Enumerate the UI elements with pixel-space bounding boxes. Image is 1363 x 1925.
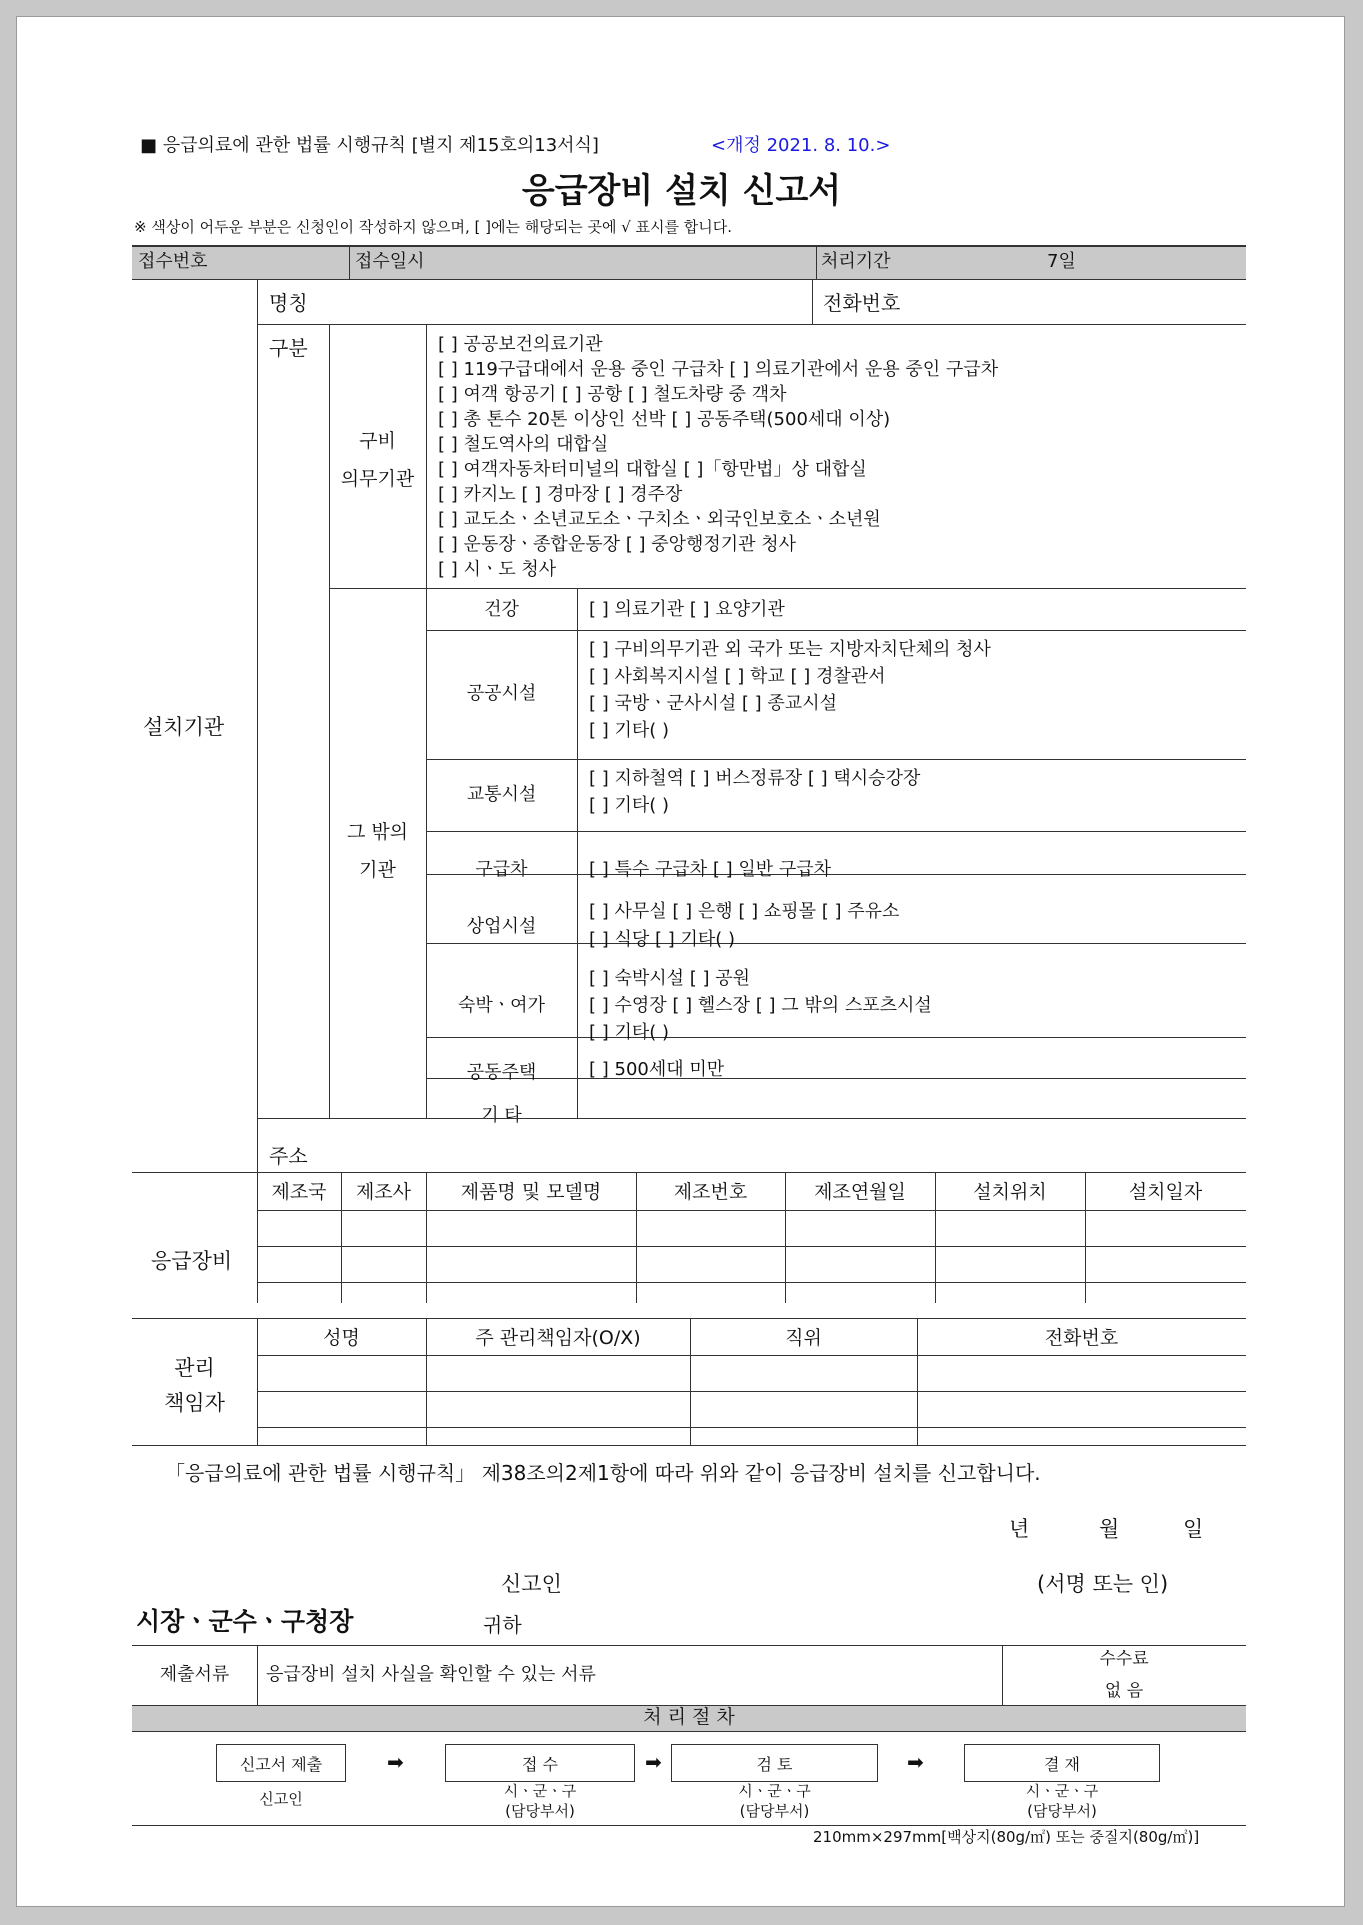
step-review-dept: (담당부서) [739, 1802, 810, 1820]
leisure-option[interactable]: [ ] 숙박시설 [ ] 공원 [589, 968, 751, 989]
other-row-transport-label: 교통시설 [466, 784, 537, 805]
processing-period-label: 처리기간 [821, 251, 891, 272]
procedure-title: 처 리 절 차 [643, 1706, 735, 1728]
equipment-col-date: 제조연월일 [814, 1181, 906, 1203]
commercial-option[interactable]: [ ] 식당 [ ] 기타( ) [589, 929, 736, 950]
step-review-label: 검 토 [756, 1754, 793, 1774]
receipt-number-label: 접수번호 [138, 251, 208, 272]
public-option[interactable]: [ ] 사회복지시설 [ ] 학교 [ ] 경찰관서 [589, 666, 886, 687]
fee-value: 없 음 [1104, 1681, 1144, 1701]
public-option[interactable]: [ ] 국방ㆍ군사시설 [ ] 종교시설 [589, 693, 837, 714]
step-approve-box [964, 1744, 1160, 1782]
step-submit-box [216, 1744, 346, 1782]
other-row-public-label: 공공시설 [466, 683, 537, 704]
step-receive-label: 접 수 [522, 1754, 558, 1774]
receipt-date-label: 접수일시 [355, 251, 425, 272]
step-receive-dept: (담당부서) [505, 1802, 575, 1820]
name-label: 명칭 [269, 291, 308, 315]
other-row-commercial-label: 상업시설 [466, 916, 537, 937]
equipment-col-install-date: 설치일자 [1128, 1181, 1203, 1203]
equipment-col-location: 설치위치 [973, 1181, 1047, 1203]
processing-period-value: 7일 [1047, 251, 1076, 272]
arrow-right-icon: ➡ [645, 1750, 662, 1774]
other-row-health-label: 건강 [484, 599, 519, 620]
date-day-label: 일 [1183, 1517, 1204, 1541]
step-submit-label: 신고서 제출 [239, 1754, 323, 1774]
equipment-col-model: 제품명 및 모델명 [460, 1181, 602, 1203]
step-approve-label: 결 재 [1044, 1754, 1080, 1774]
revision-date: <개정 2021. 8. 10.> [711, 135, 891, 156]
equipment-col-maker: 제조사 [355, 1181, 412, 1203]
mandatory-option[interactable]: [ ] 카지노 [ ] 경마장 [ ] 경주장 [438, 484, 683, 505]
mandatory-option[interactable]: [ ] 운동장ㆍ종합운동장 [ ] 중앙행정기관 청사 [438, 534, 797, 555]
step-review-box [671, 1744, 878, 1782]
manager-col-phone: 전화번호 [1044, 1327, 1119, 1349]
mandatory-option[interactable]: [ ] 119구급대에서 운용 중인 구급차 [ ] 의료기관에서 운용 중인 구급차 [438, 359, 999, 380]
arrow-right-icon: ➡ [387, 1750, 404, 1774]
manager-col-primary: 주 관리책임자(O/X) [475, 1327, 641, 1349]
receipt-row-bg [132, 245, 1246, 279]
health-option[interactable]: [ ] 의료기관 [ ] 요양기관 [589, 599, 785, 620]
equipment-section-label: 응급장비 [151, 1249, 233, 1273]
declaration-text: 「응급의료에 관한 법률 시행규칙」 제38조의2제1항에 따라 위와 같이 응급장비 설치를 신고합니다. [165, 1461, 1041, 1485]
date-month-label: 월 [1099, 1517, 1120, 1541]
applicant-label: 신고인 [501, 1572, 562, 1596]
documents-content: 응급장비 설치 사실을 확인할 수 있는 서류 [266, 1664, 596, 1685]
mandatory-option[interactable]: [ ] 공공보건의료기관 [438, 334, 603, 355]
mandatory-option[interactable]: [ ] 총 톤수 20톤 이상인 선박 [ ] 공동주택(500세대 이상) [438, 409, 891, 430]
mandatory-label-1: 구비 [359, 430, 396, 452]
mandatory-option[interactable]: [ ] 철도역사의 대합실 [438, 434, 609, 455]
mandatory-option[interactable]: [ ] 시ㆍ도 청사 [438, 559, 557, 580]
form-note: ※ 색상이 어두운 부분은 신청인이 작성하지 않으며, [ ]에는 해당되는 곳에 √ 표시를 합니다. [134, 218, 733, 236]
paper-spec: 210mm×297mm[백상지(80g/㎡) 또는 중질지(80g/㎡)] [813, 1828, 1200, 1846]
step-submit-actor: 신고인 [259, 1790, 303, 1808]
ambulance-option[interactable]: [ ] 특수 구급차 [ ] 일반 구급차 [589, 859, 832, 880]
other-row-leisure-label: 숙박ㆍ여가 [458, 995, 545, 1016]
fee-label: 수수료 [1099, 1649, 1149, 1669]
step-approve-actor: 시ㆍ군ㆍ구 [1025, 1782, 1099, 1800]
commercial-option[interactable]: [ ] 사무실 [ ] 은행 [ ] 쇼핑몰 [ ] 주유소 [589, 901, 900, 922]
transport-option[interactable]: [ ] 지하철역 [ ] 버스정류장 [ ] 택시승강장 [589, 768, 921, 789]
step-approve-dept: (담당부서) [1027, 1802, 1097, 1820]
signature-label: (서명 또는 인) [1037, 1572, 1169, 1596]
public-option[interactable]: [ ] 구비의무기관 외 국가 또는 지방자치단체의 청사 [589, 639, 991, 660]
step-receive-box [445, 1744, 635, 1782]
honorific: 귀하 [483, 1613, 522, 1637]
address-label: 주소 [269, 1144, 308, 1168]
manager-section-label-1: 관리 [174, 1356, 215, 1380]
leisure-option[interactable]: [ ] 수영장 [ ] 헬스장 [ ] 그 밖의 스포츠시설 [589, 995, 932, 1016]
step-review-actor: 시ㆍ군ㆍ구 [738, 1782, 811, 1800]
other-label-1: 그 밖의 [346, 821, 409, 843]
equipment-col-country: 제조국 [271, 1181, 327, 1203]
category-label: 구분 [269, 336, 308, 360]
manager-section-label-2: 책임자 [164, 1391, 225, 1415]
transport-option[interactable]: [ ] 기타( ) [589, 795, 670, 816]
other-label-2: 기관 [359, 859, 396, 881]
mandatory-option[interactable]: [ ] 교도소ㆍ소년교도소ㆍ구치소ㆍ외국인보호소ㆍ소년원 [438, 509, 881, 530]
form-page [16, 16, 1345, 1907]
other-row-ambulance-label: 구급차 [475, 859, 528, 880]
form-source: ■ 응급의료에 관한 법률 시행규칙 [별지 제15호의13서식] [140, 135, 599, 156]
documents-label: 제출서류 [159, 1664, 230, 1685]
mandatory-option[interactable]: [ ] 여객 항공기 [ ] 공항 [ ] 철도차량 중 객차 [438, 384, 787, 405]
other-row-housing-label: 공동주택 [466, 1062, 537, 1083]
manager-col-name: 성명 [323, 1327, 360, 1349]
housing-option[interactable]: [ ] 500세대 미만 [589, 1059, 725, 1080]
arrow-right-icon: ➡ [907, 1750, 924, 1774]
public-option[interactable]: [ ] 기타( ) [589, 720, 670, 741]
leisure-option[interactable]: [ ] 기타( ) [589, 1022, 670, 1043]
mandatory-option[interactable]: [ ] 여객자동차터미널의 대합실 [ ]「항만법」상 대합실 [438, 459, 867, 480]
manager-col-position: 직위 [785, 1327, 822, 1349]
institution-section-label: 설치기관 [143, 715, 225, 739]
date-year-label: 년 [1009, 1517, 1030, 1541]
phone-label: 전화번호 [823, 291, 901, 315]
other-row-etc-label: 기 타 [481, 1105, 522, 1126]
mandatory-label-2: 의무기관 [340, 468, 415, 490]
addressee: 시장ㆍ군수ㆍ구청장 [136, 1607, 354, 1636]
step-receive-actor: 시ㆍ군ㆍ구 [503, 1782, 577, 1800]
equipment-col-serial: 제조번호 [673, 1181, 748, 1203]
form-title: 응급장비 설치 신고서 [521, 171, 842, 211]
